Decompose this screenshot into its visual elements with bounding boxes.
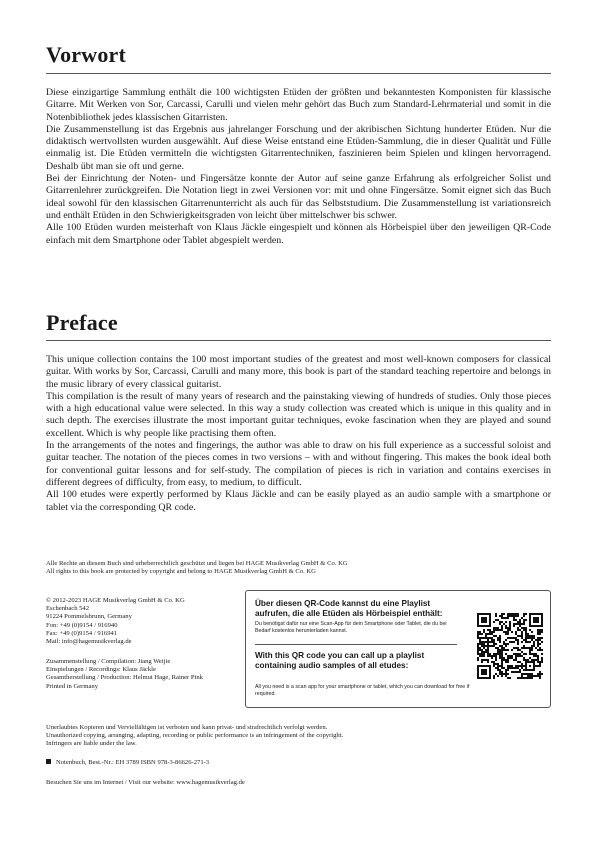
preface-paragraph-3: In the arrangements of the notes and fingerings, the author was able to draw on his full experience as a successful soloist and guitar teacher. The notation of the pieces comes in two versions – with and without fingering. This makes the book ideal both for conventional guitar lessons and for self-study. The compilation of pieces is rich in variation and contains exercises in different degrees of difficulty, from easy, to medium, to difficult.	[46, 440, 551, 488]
rights-notice	[46, 560, 348, 576]
qr-en-subtitle: All you need is a scan app for your smartphone or tablet, which you can download for free if required.	[255, 684, 470, 697]
vorwort-paragraph-3: Bei der Einrichtung der Noten- und Fingersätze konnte der Autor auf seine ganze Erfahrung als erfolgreicher Solist und Gitarrenlehrer zurückgreifen. Die Notation liegt in zwei Versionen vor: mit und ohne Fingersätze. Somit eignet sich das Buch ideal sowohl für den klassischen Gitarrenunterricht als auch für das Selbststudium. Die Zusammenstellung ist variationsreich und enthält Etüden in den Schwierigkeitsgraden von leicht über mittelschwer bis schwer.	[46, 173, 551, 221]
preface-paragraph-1: This unique collection contains the 100 most important studies of the greatest and most well-known composers for classical guitar. With works by Sor, Carcassi, Carulli and many more, this book is part of the standard teaching repertoire and belongs in the music library of every classical guitarist.	[46, 354, 551, 390]
qr-de-subtitle: Du benötigst dafür nur eine Scan-App für dein Smartphone oder Tablet, die du bei Bedarf kostenlos herunterladen kannst.	[255, 621, 447, 634]
vorwort-heading: Vorwort	[46, 42, 127, 67]
catalog-number: Notenbuch, Best.-Nr.: EH 3789 ISBN 978-3-86626-271-3	[56, 759, 210, 766]
legal-line-3: Infringers are liable under the law.	[46, 740, 137, 748]
publisher-city: 91224 Pommelsbrunn, Germany	[46, 613, 132, 621]
vorwort-paragraph-4: Alle 100 Etüden wurden meisterhaft von Klaus Jäckle eingespielt und können als Hörbeispiel über den jeweiligen QR-Code einfach mit dem Smartphone oder Tablet abgespielt werden.	[46, 222, 551, 246]
rights-en: All rights to this book are protected by copyright and belong to HAGE Musikverlag GmbH & Co. KG	[46, 568, 316, 576]
publisher-fax: Fax: +49 (0)9154 / 916941	[46, 629, 118, 637]
credit-printed: Printed in Germany	[46, 682, 99, 690]
publisher-mail: Mail: info@hagemusikverlag.de	[46, 638, 132, 646]
publisher-address	[46, 597, 185, 646]
rights-de: Alle Rechte an diesem Buch sind urheberrechtlich geschützt und liegen bei HAGE Musikverlag GmbH & Co. KG	[46, 560, 348, 567]
vorwort-rule	[46, 73, 551, 74]
vorwort-paragraph-1: Diese einzigartige Sammlung enthält die 100 wichtigsten Etüden der größten und bekanntesten Komponisten für klassische Gitarre. Mit Werken von Sor, Carcassi, Carulli und vielen mehr gehört das Buch zum Standard-Lehrmaterial und somit in die Notenbibliothek jedes klassischen Gitarristen.	[46, 87, 551, 123]
credits	[46, 658, 203, 691]
qr-divider	[255, 644, 457, 645]
legal-notice	[46, 724, 343, 749]
qr-info-box	[245, 590, 551, 708]
preface-body	[46, 354, 551, 514]
vorwort-body	[46, 87, 551, 247]
catalog-line	[46, 759, 209, 767]
vorwort-paragraph-2: Die Zusammenstellung ist das Ergebnis aus jahrelanger Forschung und der akribischen Sichtung hunderter Etüden. Nur die didaktisch wertvollsten wurden ausgewählt. Auf diese Weise entstand eine Etüden-Sammlung, die in dieser Qualität und Fülle einmalig ist. Die Etüden vermitteln die wichtigsten Gitarrentechniken, faszinieren beim Spielen und klingen hervorragend. Deshalb übt man sie oft und gerne.	[46, 123, 551, 172]
credit-production: Gesamtherstellung / Production: Helmut Hage, Rainer Pink	[46, 674, 203, 682]
publisher-phone: Fon: +49 (0)9154 / 916940	[46, 621, 118, 629]
preface-paragraph-2: This compilation is the result of many years of research and the painstaking viewing of hundreds of studies. Only those pieces with a high educational value were selected. In this way a study collection was created which is unique in this quality and in such depth. The exercises illustrate the most important guitar techniques, evoke fascination when they are played and sound excellent. Which is why people like practising them often.	[46, 390, 551, 439]
website-line	[46, 779, 245, 787]
square-bullet-icon	[46, 759, 51, 764]
legal-line-2: Unauthorized copying, arranging, adapting, recording or public performance is an infringement of the copyright.	[46, 732, 344, 740]
preface-heading: Preface	[46, 310, 118, 335]
credit-compilation: Zusammenstellung / Compilation: Jiang Weijie	[46, 658, 171, 665]
preface-paragraph-4: All 100 etudes were expertly performed by Klaus Jäckle and can be easily played as an audio sample with a smartphone or tablet via the corresponding QR code.	[46, 489, 551, 513]
website-text: Besuchen Sie uns im Internet / Visit our website: www.hagemusikverlag.de	[46, 779, 245, 786]
preface-rule	[46, 340, 551, 341]
qr-code-icon[interactable]	[477, 613, 543, 679]
qr-de-title: Über diesen QR-Code kannst du eine Playlist aufrufen, die alle Etüden als Hörbeispiel enthält:	[255, 599, 443, 618]
legal-line-1: Unerlaubtes Kopieren und Vervielfältigen ist verboten und kann privat- und strafrechtlich verfolgt werden.	[46, 724, 328, 731]
credit-recordings: Einspielungen / Recordings: Klaus Jäckle	[46, 666, 156, 674]
publisher-street: Eschenbach 542	[46, 605, 90, 613]
publisher-copyright: © 2012-2023 HAGE Musikverlag GmbH & Co. KG	[46, 597, 185, 604]
qr-en-title: With this QR code you can call up a playlist containing audio samples of all etudes:	[255, 651, 425, 670]
